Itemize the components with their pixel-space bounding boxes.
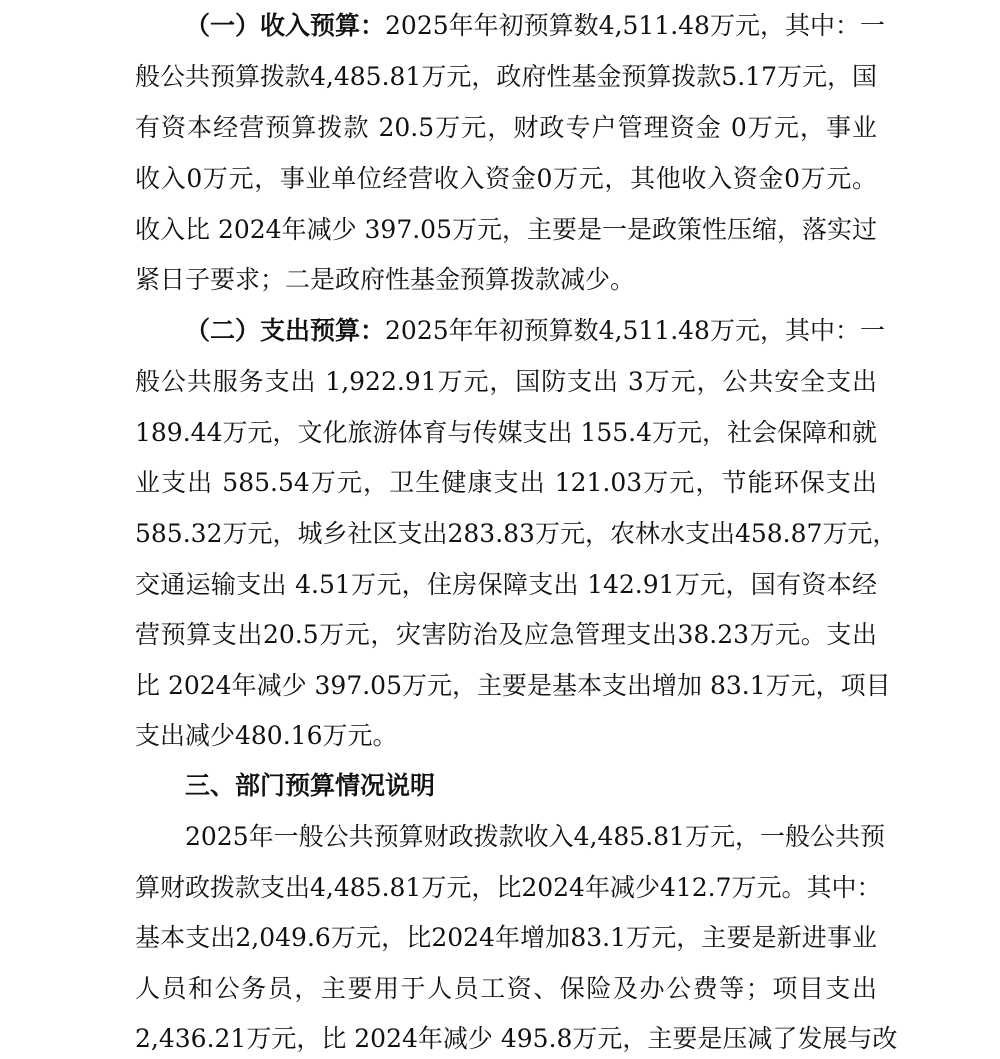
text-line: 支出减少480.16万元。 — [135, 721, 398, 750]
text-line: 2,436.21万元，比 2024年减少 495.8万元，主要是压减了发展与改 — [135, 1024, 898, 1053]
text-line: 有资本经营预算拨款 20.5万元，财政专户管理资金 0万元，事业 — [135, 113, 877, 142]
text-line: 般公共预算拨款4,485.81万元，政府性基金预算拨款5.17万元，国 — [135, 62, 877, 91]
text-line: 般公共服务支出 1,922.91万元，国防支出 3万元，公共安全支出 — [135, 367, 877, 396]
text-line: 585.32万元，城乡社区支出283.83万元，农林水支出458.87万元， — [135, 519, 898, 548]
text-line: 基本支出2,049.6万元，比2024年增加83.1万元，主要是新进事业 — [135, 923, 877, 952]
text-line: 收入0万元，事业单位经营收入资金0万元，其他收入资金0万元。 — [135, 164, 877, 193]
text-line: 营预算支出20.5万元，灾害防治及应急管理支出38.23万元。支出 — [135, 620, 877, 649]
text-line: 业支出 585.54万元，卫生健康支出 121.03万元，节能环保支出 — [135, 468, 877, 497]
text-line: 189.44万元，文化旅游体育与传媒支出 155.4万元，社会保障和就 — [135, 418, 877, 447]
text-line: 算财政拨款支出4,485.81万元，比2024年减少412.7万元。其中： — [135, 873, 882, 902]
text-line: （二）支出预算：2025年年初预算数4,511.48万元，其中：一 — [185, 316, 885, 345]
text-line: 2025年一般公共预算财政拨款收入4,485.81万元，一般公共预 — [185, 822, 885, 851]
section-heading: 三、部门预算情况说明 — [185, 771, 436, 800]
text-line: 交通运输支出 4.51万元，住房保障支出 142.91万元，国有资本经 — [135, 570, 877, 599]
subsection-label: （一）收入预算： — [185, 11, 386, 40]
text-line: 紧日子要求；二是政府性基金预算拨款减少。 — [135, 265, 636, 294]
subsection-label: （二）支出预算： — [185, 316, 386, 345]
text-line: （一）收入预算：2025年年初预算数4,511.48万元，其中：一 — [185, 11, 885, 40]
text-line: 比 2024年减少 397.05万元，主要是基本支出增加 83.1万元，项目 — [135, 671, 891, 700]
text-line: 人员和公务员，主要用于人员工资、保险及办公费等；项目支出 — [135, 974, 877, 1003]
text-line: 收入比 2024年减少 397.05万元，主要是一是政策性压缩，落实过 — [135, 215, 877, 244]
